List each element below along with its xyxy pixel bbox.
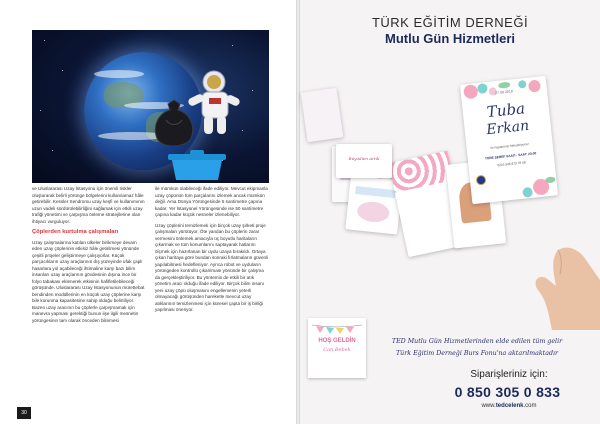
org-title: TÜRK EĞİTİM DERNEĞİ — [371, 15, 529, 30]
card-phone: 0216 346 873 78 48 — [497, 160, 526, 168]
website-link[interactable]: www.tedcelenk.com — [481, 403, 537, 409]
order-phone-number[interactable]: 0 850 305 0 833 — [454, 384, 561, 400]
card-date: 27.08.2018 — [494, 89, 514, 96]
order-label: Siparişleriniz için: — [470, 369, 548, 380]
card-name-groom: Erkan — [485, 117, 530, 139]
article-column-2 — [155, 186, 269, 318]
service-title: Mutlu Gün Hizmetleri — [385, 31, 515, 46]
welcome-card-title: HOŞ GELDİN — [318, 338, 356, 344]
tagline-line-1: TED Mutlu Gün Hizmetlerinden elde edilen tüm gelir — [391, 338, 563, 345]
left-page — [0, 0, 296, 424]
right-page-advertisement — [300, 0, 600, 424]
sample-card-baby: Büyüdüm Artık — [336, 144, 392, 178]
tagline-line-2: Türk Eğitim Derneği Burs Fonu'na aktarılmaktadır — [395, 350, 559, 357]
paragraph: Uzay çalışmalarına katılan ülkeler birikmeye devam eden uzay çöplerinin etkisiz hâle getirilmesi yönünde çeşitli projeler geliştirmeye çalışıyorlar. Küçük parçacıkların uzay araçlarının dış yüzeyinde ufak çaplı hasarlara yol açabileceği ihtimaline karşı bazı bilim insanları uzay araçlarının gövdesinin dışına ince bir folyo tabakası eklenerek etkisinin hafifletilebileceği görüşünde. Uluslararası Uzay İstasyonunun mürettebat bendinden modüllerinin en küçük uzay çöplerine karşı bile korunma kapasitesine sahip olduğu belirtiliyor. Bazen uzay aracının bu çöplerle çarpışmamak için manevra yapması gerektiği bunun iişe ilgili mesnetin yörüngesinin tam olarak önceden bilinmesi — [32, 239, 145, 323]
section-heading: Çöplerden kurtulma çalışmaları — [32, 229, 119, 235]
welcome-baby-card — [308, 318, 366, 378]
card-text: ile hayatımızı birleştiriyoruz — [490, 141, 529, 150]
article-column-1 — [32, 186, 146, 328]
article-body — [32, 186, 269, 408]
paragraph: Uzay çöplerini temizlemek için birçok uzay şirketi proje çalışmaları yürütüyor. Öte yandan bu çöplerin zarar vermesini önlemek amacıyla üç boyutlu haritaların çıkarmak ve tüm konumlarını saptayarak hatlarını ölçmek için hazırlanan bir uydu uzaya bırakıldı. Ortaya çıkan haritaya göre bundan sonraki fırlatmaların güvenli yapılabilmesi hedefleniyor. Ayrıca robot ve uyduların yörüngeden kontrollü çıkarılması yönünde bir çalışma da gerçekleştiriliyor. Bu yöntemin de etkili bir atık yönetim aracı olduğu ifade ediliyor. Birçok bilim insanı yeni uzay çöpü oluşmasını engellemenin yeterli olmayacağı görüşünden hareketle mevcut uzay atıklarının temizlenmesi için küresel çapta bir iş birliği yapılması öneriyor. — [155, 222, 269, 312]
paragraph: ve Uluslararası Uzay İstasyonu için önemli riskler oluşturarak belirli yörünge bölgelerini kullanılamaz hâle getirebilir. Kessler Sendromu uzay keşfi ve kullanımının uzun vadeli sürdürülebilirliğini sağlamak için etkili uzay trafiği yönetimi ve çarpışma önleme stratejilerine olan ihtiyacı vurguluyor. — [32, 186, 145, 224]
bunting-decoration-icon — [312, 324, 362, 334]
card-name-bride: Tuba — [485, 99, 526, 122]
recycle-bin-image — [168, 148, 226, 180]
paragraph: ile mümkün olabileceği ifade ediliyor. Mevcut ekipmanla uzay çöpünün tüm parçalarını izlemek ancak mümkün değil. Ama Dünya Yörüngesinde 5 santimetre çapına kadar. Yer İstasyonel Yörüngesinde ise 50 santimetre çapına kadar küçük nesneler izlenebiliyor. — [155, 186, 268, 217]
space-debris-photo — [32, 30, 269, 183]
invitation-cards-collage — [300, 60, 600, 330]
page-number: 30 — [17, 407, 31, 419]
welcome-card-subtitle: Can Bebek — [323, 347, 351, 353]
tagline — [358, 336, 596, 360]
hand-holding-card-image — [528, 230, 600, 330]
sample-card — [301, 88, 344, 143]
card-event-time: TÖRE ŞEREF SAATİ · SAAT: 20:00 — [484, 151, 537, 161]
wedding-invitation-card — [460, 76, 558, 204]
astronaut-image — [182, 68, 242, 138]
